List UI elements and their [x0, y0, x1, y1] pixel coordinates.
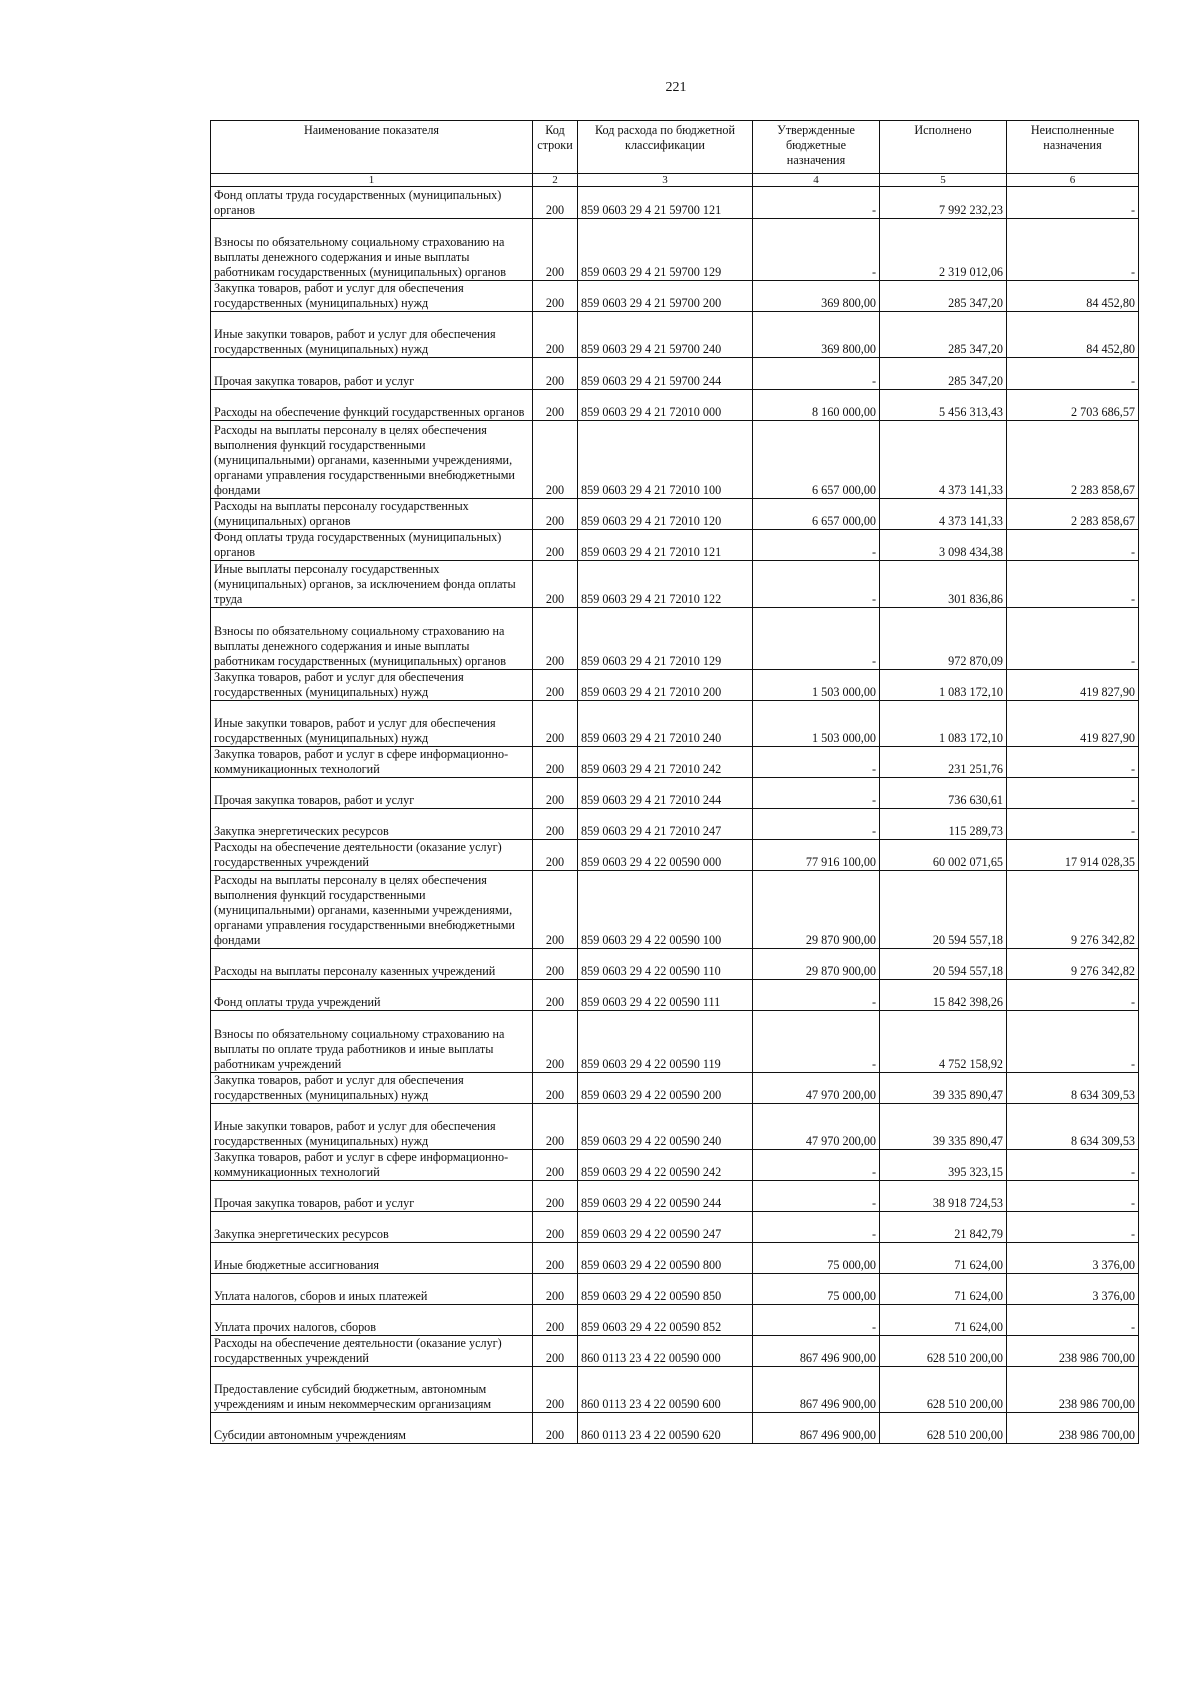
- row-unexecuted-amount: -: [1007, 561, 1139, 608]
- row-indicator-name: Закупка товаров, работ и услуг для обеспечения государственных (муниципальных) нужд: [211, 670, 533, 701]
- row-approved-amount: -: [753, 980, 880, 1011]
- row-unexecuted-amount: -: [1007, 1212, 1139, 1243]
- row-line-code: 200: [533, 1181, 578, 1212]
- row-classification-code: 859 0603 29 4 21 72010 244: [578, 778, 753, 809]
- row-executed-amount: 115 289,73: [880, 809, 1007, 840]
- row-unexecuted-amount: 84 452,80: [1007, 281, 1139, 312]
- row-executed-amount: 21 842,79: [880, 1212, 1007, 1243]
- row-executed-amount: 39 335 890,47: [880, 1073, 1007, 1104]
- table-row: [211, 187, 1139, 219]
- row-line-code: 200: [533, 312, 578, 358]
- row-classification-code: 859 0603 29 4 22 00590 100: [578, 871, 753, 949]
- row-indicator-name: Расходы на выплаты персоналу казенных учреждений: [211, 949, 533, 980]
- row-line-code: 200: [533, 778, 578, 809]
- row-executed-amount: 1 083 172,10: [880, 701, 1007, 747]
- row-executed-amount: 628 510 200,00: [880, 1413, 1007, 1444]
- row-approved-amount: 47 970 200,00: [753, 1073, 880, 1104]
- table-row: [211, 747, 1139, 778]
- row-approved-amount: -: [753, 530, 880, 561]
- column-number: 2: [533, 174, 578, 187]
- row-approved-amount: 1 503 000,00: [753, 701, 880, 747]
- row-line-code: 200: [533, 871, 578, 949]
- row-unexecuted-amount: 8 634 309,53: [1007, 1073, 1139, 1104]
- row-classification-code: 859 0603 29 4 21 72010 240: [578, 701, 753, 747]
- row-line-code: 200: [533, 1150, 578, 1181]
- row-executed-amount: 2 319 012,06: [880, 219, 1007, 281]
- row-unexecuted-amount: 419 827,90: [1007, 701, 1139, 747]
- row-unexecuted-amount: 238 986 700,00: [1007, 1413, 1139, 1444]
- row-executed-amount: 71 624,00: [880, 1243, 1007, 1274]
- row-indicator-name: Закупка товаров, работ и услуг в сфере информационно-коммуникационных технологий: [211, 1150, 533, 1181]
- row-executed-amount: 71 624,00: [880, 1274, 1007, 1305]
- row-approved-amount: 867 496 900,00: [753, 1413, 880, 1444]
- column-number: 4: [753, 174, 880, 187]
- header-line-code: Код строки: [533, 121, 578, 174]
- row-line-code: 200: [533, 1011, 578, 1073]
- row-executed-amount: 38 918 724,53: [880, 1181, 1007, 1212]
- row-classification-code: 859 0603 29 4 21 72010 122: [578, 561, 753, 608]
- row-executed-amount: 39 335 890,47: [880, 1104, 1007, 1150]
- row-executed-amount: 972 870,09: [880, 608, 1007, 670]
- row-unexecuted-amount: 3 376,00: [1007, 1274, 1139, 1305]
- table-row: [211, 840, 1139, 871]
- row-indicator-name: Расходы на выплаты персоналу в целях обеспечения выполнения функций государственными (муниципальными) органами, казенными учреждениями, органами управления государственными внебюджетными фондами: [211, 421, 533, 499]
- row-indicator-name: Расходы на обеспечение деятельности (оказание услуг) государственных учреждений: [211, 1336, 533, 1367]
- row-unexecuted-amount: -: [1007, 1150, 1139, 1181]
- row-approved-amount: -: [753, 747, 880, 778]
- row-classification-code: 859 0603 29 4 21 59700 200: [578, 281, 753, 312]
- row-indicator-name: Взносы по обязательному социальному страхованию на выплаты денежного содержания и иные выплаты работникам государственных (муниципальных) органов: [211, 608, 533, 670]
- row-indicator-name: Иные закупки товаров, работ и услуг для обеспечения государственных (муниципальных) нужд: [211, 312, 533, 358]
- row-executed-amount: 20 594 557,18: [880, 949, 1007, 980]
- table-row: [211, 390, 1139, 421]
- table-row: [211, 1212, 1139, 1243]
- row-executed-amount: 628 510 200,00: [880, 1367, 1007, 1413]
- row-indicator-name: Фонд оплаты труда государственных (муниципальных) органов: [211, 187, 533, 219]
- row-unexecuted-amount: -: [1007, 809, 1139, 840]
- header-approved: Утвержденные бюджетные назначения: [753, 121, 880, 174]
- table-row: [211, 670, 1139, 701]
- row-executed-amount: 5 456 313,43: [880, 390, 1007, 421]
- row-approved-amount: 867 496 900,00: [753, 1336, 880, 1367]
- row-approved-amount: 1 503 000,00: [753, 670, 880, 701]
- row-indicator-name: Иные бюджетные ассигнования: [211, 1243, 533, 1274]
- row-classification-code: 860 0113 23 4 22 00590 620: [578, 1413, 753, 1444]
- row-executed-amount: 71 624,00: [880, 1305, 1007, 1336]
- row-line-code: 200: [533, 608, 578, 670]
- row-unexecuted-amount: 2 283 858,67: [1007, 421, 1139, 499]
- row-executed-amount: 1 083 172,10: [880, 670, 1007, 701]
- row-classification-code: 859 0603 29 4 21 59700 244: [578, 358, 753, 390]
- row-unexecuted-amount: -: [1007, 1181, 1139, 1212]
- row-approved-amount: 369 800,00: [753, 312, 880, 358]
- row-classification-code: 859 0603 29 4 21 59700 129: [578, 219, 753, 281]
- row-indicator-name: Прочая закупка товаров, работ и услуг: [211, 358, 533, 390]
- row-executed-amount: 4 373 141,33: [880, 421, 1007, 499]
- header-executed: Исполнено: [880, 121, 1007, 174]
- row-approved-amount: -: [753, 219, 880, 281]
- table-row: [211, 1274, 1139, 1305]
- table-row: [211, 499, 1139, 530]
- row-classification-code: 859 0603 29 4 22 00590 800: [578, 1243, 753, 1274]
- row-executed-amount: 285 347,20: [880, 281, 1007, 312]
- row-unexecuted-amount: -: [1007, 778, 1139, 809]
- row-line-code: 200: [533, 809, 578, 840]
- row-executed-amount: 4 373 141,33: [880, 499, 1007, 530]
- row-indicator-name: Закупка энергетических ресурсов: [211, 809, 533, 840]
- table-row: [211, 1150, 1139, 1181]
- row-classification-code: 859 0603 29 4 21 72010 121: [578, 530, 753, 561]
- row-line-code: 200: [533, 980, 578, 1011]
- row-approved-amount: 29 870 900,00: [753, 949, 880, 980]
- row-unexecuted-amount: -: [1007, 1305, 1139, 1336]
- row-line-code: 200: [533, 1305, 578, 1336]
- row-indicator-name: Уплата налогов, сборов и иных платежей: [211, 1274, 533, 1305]
- row-executed-amount: 736 630,61: [880, 778, 1007, 809]
- table-row: [211, 949, 1139, 980]
- table-row: [211, 1336, 1139, 1367]
- table-row: [211, 1305, 1139, 1336]
- table-row: [211, 1413, 1139, 1444]
- row-unexecuted-amount: 84 452,80: [1007, 312, 1139, 358]
- row-approved-amount: -: [753, 809, 880, 840]
- row-executed-amount: 395 323,15: [880, 1150, 1007, 1181]
- row-line-code: 200: [533, 701, 578, 747]
- row-unexecuted-amount: -: [1007, 219, 1139, 281]
- row-classification-code: 859 0603 29 4 21 72010 000: [578, 390, 753, 421]
- row-line-code: 200: [533, 670, 578, 701]
- row-unexecuted-amount: 17 914 028,35: [1007, 840, 1139, 871]
- table-row: [211, 219, 1139, 281]
- table-row: [211, 1243, 1139, 1274]
- row-executed-amount: 20 594 557,18: [880, 871, 1007, 949]
- row-approved-amount: 29 870 900,00: [753, 871, 880, 949]
- row-classification-code: 859 0603 29 4 21 72010 120: [578, 499, 753, 530]
- row-executed-amount: 15 842 398,26: [880, 980, 1007, 1011]
- row-approved-amount: -: [753, 358, 880, 390]
- row-indicator-name: Прочая закупка товаров, работ и услуг: [211, 778, 533, 809]
- column-number: 5: [880, 174, 1007, 187]
- row-approved-amount: 6 657 000,00: [753, 499, 880, 530]
- row-approved-amount: 47 970 200,00: [753, 1104, 880, 1150]
- row-classification-code: 859 0603 29 4 21 72010 129: [578, 608, 753, 670]
- table-row: [211, 561, 1139, 608]
- row-unexecuted-amount: 2 283 858,67: [1007, 499, 1139, 530]
- row-classification-code: 859 0603 29 4 21 59700 240: [578, 312, 753, 358]
- row-executed-amount: 628 510 200,00: [880, 1336, 1007, 1367]
- row-approved-amount: -: [753, 778, 880, 809]
- row-indicator-name: Прочая закупка товаров, работ и услуг: [211, 1181, 533, 1212]
- row-unexecuted-amount: 9 276 342,82: [1007, 949, 1139, 980]
- header-indicator-name: Наименование показателя: [211, 121, 533, 174]
- row-classification-code: 859 0603 29 4 22 00590 110: [578, 949, 753, 980]
- row-executed-amount: 3 098 434,38: [880, 530, 1007, 561]
- header-unexecuted: Неисполненные назначения: [1007, 121, 1139, 174]
- row-indicator-name: Иные закупки товаров, работ и услуг для обеспечения государственных (муниципальных) нужд: [211, 701, 533, 747]
- row-approved-amount: -: [753, 1011, 880, 1073]
- row-indicator-name: Субсидии автономным учреждениям: [211, 1413, 533, 1444]
- row-line-code: 200: [533, 1073, 578, 1104]
- column-number: 1: [211, 174, 533, 187]
- row-indicator-name: Закупка товаров, работ и услуг для обеспечения государственных (муниципальных) нужд: [211, 1073, 533, 1104]
- row-indicator-name: Взносы по обязательному социальному страхованию на выплаты по оплате труда работников и иные выплаты работникам учреждений: [211, 1011, 533, 1073]
- table-row: [211, 312, 1139, 358]
- row-line-code: 200: [533, 949, 578, 980]
- row-classification-code: 859 0603 29 4 22 00590 111: [578, 980, 753, 1011]
- row-line-code: 200: [533, 358, 578, 390]
- row-classification-code: 860 0113 23 4 22 00590 600: [578, 1367, 753, 1413]
- row-line-code: 200: [533, 1336, 578, 1367]
- row-line-code: 200: [533, 1243, 578, 1274]
- row-indicator-name: Расходы на выплаты персоналу в целях обеспечения выполнения функций государственными (муниципальными) органами, казенными учреждениями, органами управления государственными внебюджетными фондами: [211, 871, 533, 949]
- row-approved-amount: 75 000,00: [753, 1274, 880, 1305]
- table-row: [211, 281, 1139, 312]
- row-unexecuted-amount: 3 376,00: [1007, 1243, 1139, 1274]
- row-classification-code: 859 0603 29 4 21 72010 242: [578, 747, 753, 778]
- row-approved-amount: -: [753, 1181, 880, 1212]
- row-line-code: 200: [533, 1212, 578, 1243]
- row-line-code: 200: [533, 187, 578, 219]
- table-row: [211, 421, 1139, 499]
- row-indicator-name: Иные закупки товаров, работ и услуг для обеспечения государственных (муниципальных) нужд: [211, 1104, 533, 1150]
- row-approved-amount: 6 657 000,00: [753, 421, 880, 499]
- row-classification-code: 859 0603 29 4 21 59700 121: [578, 187, 753, 219]
- table-row: [211, 1367, 1139, 1413]
- row-classification-code: 859 0603 29 4 22 00590 242: [578, 1150, 753, 1181]
- row-executed-amount: 285 347,20: [880, 358, 1007, 390]
- row-approved-amount: 369 800,00: [753, 281, 880, 312]
- row-approved-amount: 8 160 000,00: [753, 390, 880, 421]
- row-approved-amount: -: [753, 561, 880, 608]
- table-row: [211, 980, 1139, 1011]
- row-executed-amount: 285 347,20: [880, 312, 1007, 358]
- row-executed-amount: 4 752 158,92: [880, 1011, 1007, 1073]
- row-indicator-name: Иные выплаты персоналу государственных (муниципальных) органов, за исключением фонда оплаты труда: [211, 561, 533, 608]
- row-approved-amount: -: [753, 1150, 880, 1181]
- row-unexecuted-amount: -: [1007, 980, 1139, 1011]
- table-row: [211, 1011, 1139, 1073]
- row-indicator-name: Уплата прочих налогов, сборов: [211, 1305, 533, 1336]
- row-line-code: 200: [533, 840, 578, 871]
- row-executed-amount: 7 992 232,23: [880, 187, 1007, 219]
- row-indicator-name: Предоставление субсидий бюджетным, автономным учреждениям и иным некоммерческим организациям: [211, 1367, 533, 1413]
- table-row: [211, 778, 1139, 809]
- row-approved-amount: 867 496 900,00: [753, 1367, 880, 1413]
- row-line-code: 200: [533, 421, 578, 499]
- row-line-code: 200: [533, 747, 578, 778]
- row-classification-code: 859 0603 29 4 22 00590 850: [578, 1274, 753, 1305]
- budget-report-table: [210, 120, 1139, 1444]
- row-indicator-name: Закупка товаров, работ и услуг в сфере информационно-коммуникационных технологий: [211, 747, 533, 778]
- header-classification-code: Код расхода по бюджетной классификации: [578, 121, 753, 174]
- row-approved-amount: 75 000,00: [753, 1243, 880, 1274]
- table-body: [211, 187, 1139, 1444]
- row-classification-code: 860 0113 23 4 22 00590 000: [578, 1336, 753, 1367]
- row-line-code: 200: [533, 281, 578, 312]
- table-row: [211, 1104, 1139, 1150]
- row-classification-code: 859 0603 29 4 22 00590 000: [578, 840, 753, 871]
- row-classification-code: 859 0603 29 4 22 00590 119: [578, 1011, 753, 1073]
- row-classification-code: 859 0603 29 4 22 00590 852: [578, 1305, 753, 1336]
- row-executed-amount: 301 836,86: [880, 561, 1007, 608]
- row-line-code: 200: [533, 1367, 578, 1413]
- column-number: 3: [578, 174, 753, 187]
- row-approved-amount: -: [753, 1305, 880, 1336]
- row-approved-amount: 77 916 100,00: [753, 840, 880, 871]
- table-row: [211, 809, 1139, 840]
- row-unexecuted-amount: 238 986 700,00: [1007, 1367, 1139, 1413]
- row-line-code: 200: [533, 1274, 578, 1305]
- row-classification-code: 859 0603 29 4 22 00590 247: [578, 1212, 753, 1243]
- row-line-code: 200: [533, 390, 578, 421]
- table-row: [211, 358, 1139, 390]
- table-row: [211, 1181, 1139, 1212]
- row-unexecuted-amount: 8 634 309,53: [1007, 1104, 1139, 1150]
- row-indicator-name: Фонд оплаты труда государственных (муниципальных) органов: [211, 530, 533, 561]
- row-unexecuted-amount: -: [1007, 608, 1139, 670]
- row-classification-code: 859 0603 29 4 22 00590 240: [578, 1104, 753, 1150]
- table-header-row: [211, 121, 1139, 174]
- table-row: [211, 608, 1139, 670]
- page-number: 221: [665, 80, 687, 95]
- table-row: [211, 530, 1139, 561]
- column-number-row: [211, 174, 1139, 187]
- row-unexecuted-amount: -: [1007, 187, 1139, 219]
- row-line-code: 200: [533, 1104, 578, 1150]
- row-unexecuted-amount: -: [1007, 747, 1139, 778]
- row-unexecuted-amount: 9 276 342,82: [1007, 871, 1139, 949]
- row-classification-code: 859 0603 29 4 21 72010 247: [578, 809, 753, 840]
- row-executed-amount: 231 251,76: [880, 747, 1007, 778]
- row-unexecuted-amount: -: [1007, 358, 1139, 390]
- row-indicator-name: Закупка товаров, работ и услуг для обеспечения государственных (муниципальных) нужд: [211, 281, 533, 312]
- row-line-code: 200: [533, 1413, 578, 1444]
- row-indicator-name: Закупка энергетических ресурсов: [211, 1212, 533, 1243]
- row-indicator-name: Взносы по обязательному социальному страхованию на выплаты денежного содержания и иные выплаты работникам государственных (муниципальных) органов: [211, 219, 533, 281]
- row-classification-code: 859 0603 29 4 21 72010 200: [578, 670, 753, 701]
- row-unexecuted-amount: -: [1007, 530, 1139, 561]
- row-indicator-name: Фонд оплаты труда учреждений: [211, 980, 533, 1011]
- row-indicator-name: Расходы на выплаты персоналу государственных (муниципальных) органов: [211, 499, 533, 530]
- row-line-code: 200: [533, 561, 578, 608]
- row-unexecuted-amount: 419 827,90: [1007, 670, 1139, 701]
- row-approved-amount: -: [753, 1212, 880, 1243]
- row-line-code: 200: [533, 530, 578, 561]
- row-approved-amount: -: [753, 608, 880, 670]
- row-executed-amount: 60 002 071,65: [880, 840, 1007, 871]
- row-line-code: 200: [533, 219, 578, 281]
- row-unexecuted-amount: 238 986 700,00: [1007, 1336, 1139, 1367]
- row-approved-amount: -: [753, 187, 880, 219]
- row-classification-code: 859 0603 29 4 22 00590 244: [578, 1181, 753, 1212]
- row-indicator-name: Расходы на обеспечение деятельности (оказание услуг) государственных учреждений: [211, 840, 533, 871]
- table-row: [211, 1073, 1139, 1104]
- row-unexecuted-amount: 2 703 686,57: [1007, 390, 1139, 421]
- column-number: 6: [1007, 174, 1139, 187]
- row-indicator-name: Расходы на обеспечение функций государственных органов: [211, 390, 533, 421]
- table-row: [211, 871, 1139, 949]
- row-line-code: 200: [533, 499, 578, 530]
- row-classification-code: 859 0603 29 4 22 00590 200: [578, 1073, 753, 1104]
- row-classification-code: 859 0603 29 4 21 72010 100: [578, 421, 753, 499]
- row-unexecuted-amount: -: [1007, 1011, 1139, 1073]
- table-row: [211, 701, 1139, 747]
